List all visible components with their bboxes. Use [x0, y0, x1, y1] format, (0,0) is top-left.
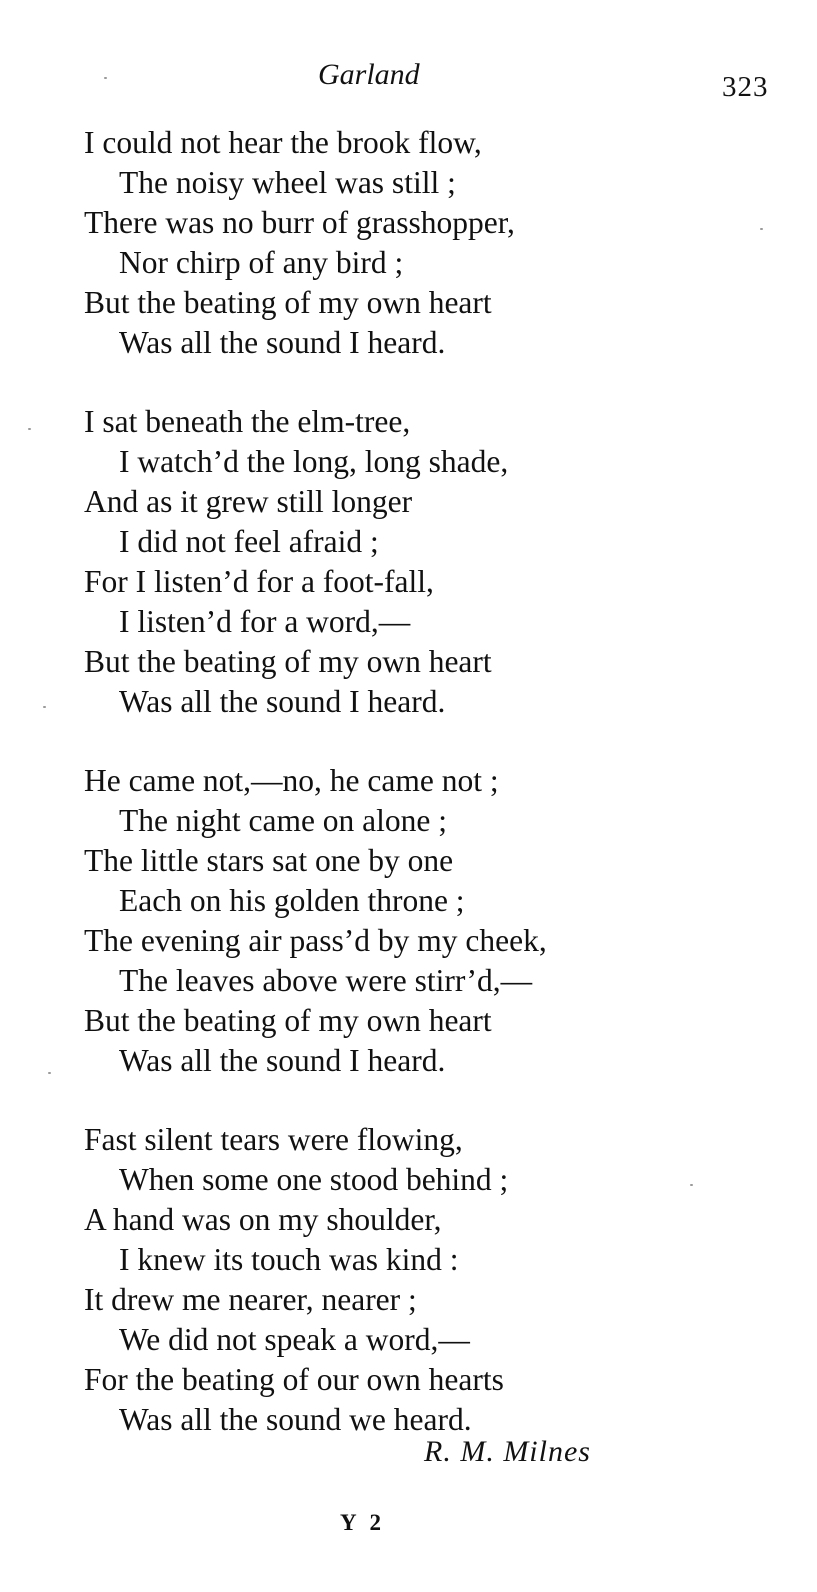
poem-line: A hand was on my shoulder,	[84, 1202, 442, 1237]
poem-line: The noisy wheel was still ;	[119, 165, 456, 200]
running-title: Garland	[318, 58, 420, 91]
scan-speck	[104, 77, 107, 79]
poem-line: Was all the sound I heard.	[119, 1043, 446, 1078]
poem-line: Each on his golden throne ;	[119, 883, 465, 918]
author-attribution: R. M. Milnes	[424, 1435, 591, 1468]
poem-line: I could not hear the brook flow,	[84, 125, 482, 160]
poem-line: The leaves above were stirr’d,—	[119, 963, 533, 998]
running-head	[0, 55, 817, 105]
poem-line: We did not speak a word,—	[119, 1322, 470, 1357]
poem-line: The evening air pass’d by my cheek,	[84, 923, 547, 958]
scan-speck	[48, 1072, 51, 1074]
poem-line: The night came on alone ;	[119, 803, 448, 838]
poem	[84, 123, 744, 1479]
poem-line: The little stars sat one by one	[84, 843, 454, 878]
poem-line: But the beating of my own heart	[84, 1003, 492, 1038]
poem-line: When some one stood behind ;	[119, 1162, 509, 1197]
poem-line: I watch’d the long, long shade,	[119, 444, 509, 479]
signature-mark: Y 2	[340, 1510, 386, 1535]
scan-speck	[28, 428, 31, 430]
poem-line: Nor chirp of any bird ;	[119, 245, 404, 280]
stanza-4	[84, 1120, 744, 1440]
stanza-1	[84, 123, 744, 363]
poem-line: Fast silent tears were flowing,	[84, 1122, 463, 1157]
stanza-3	[84, 761, 744, 1081]
poem-line: For the beating of our own hearts	[84, 1362, 504, 1397]
poem-line: It drew me nearer, nearer ;	[84, 1282, 417, 1317]
scan-speck	[43, 706, 46, 708]
poem-line: I listen’d for a word,—	[119, 604, 411, 639]
poem-line: I sat beneath the elm-tree,	[84, 404, 411, 439]
poem-line: I knew its touch was kind :	[119, 1242, 459, 1277]
scan-speck	[690, 1184, 693, 1186]
poem-line: Was all the sound I heard.	[119, 325, 446, 360]
poem-line: There was no burr of grasshopper,	[84, 205, 515, 240]
poem-line: I did not feel afraid ;	[119, 524, 379, 559]
poem-line: For I listen’d for a foot-fall,	[84, 564, 434, 599]
scan-speck	[760, 228, 763, 230]
stanza-2	[84, 402, 744, 722]
poem-line: Was all the sound we heard.	[119, 1402, 472, 1437]
poem-line: Was all the sound I heard.	[119, 684, 446, 719]
page-number: 323	[722, 71, 769, 103]
poem-line: And as it grew still longer	[84, 484, 413, 519]
poem-line: But the beating of my own heart	[84, 644, 492, 679]
poem-line: He came not,—no, he came not ;	[84, 763, 499, 798]
poem-line: But the beating of my own heart	[84, 285, 492, 320]
